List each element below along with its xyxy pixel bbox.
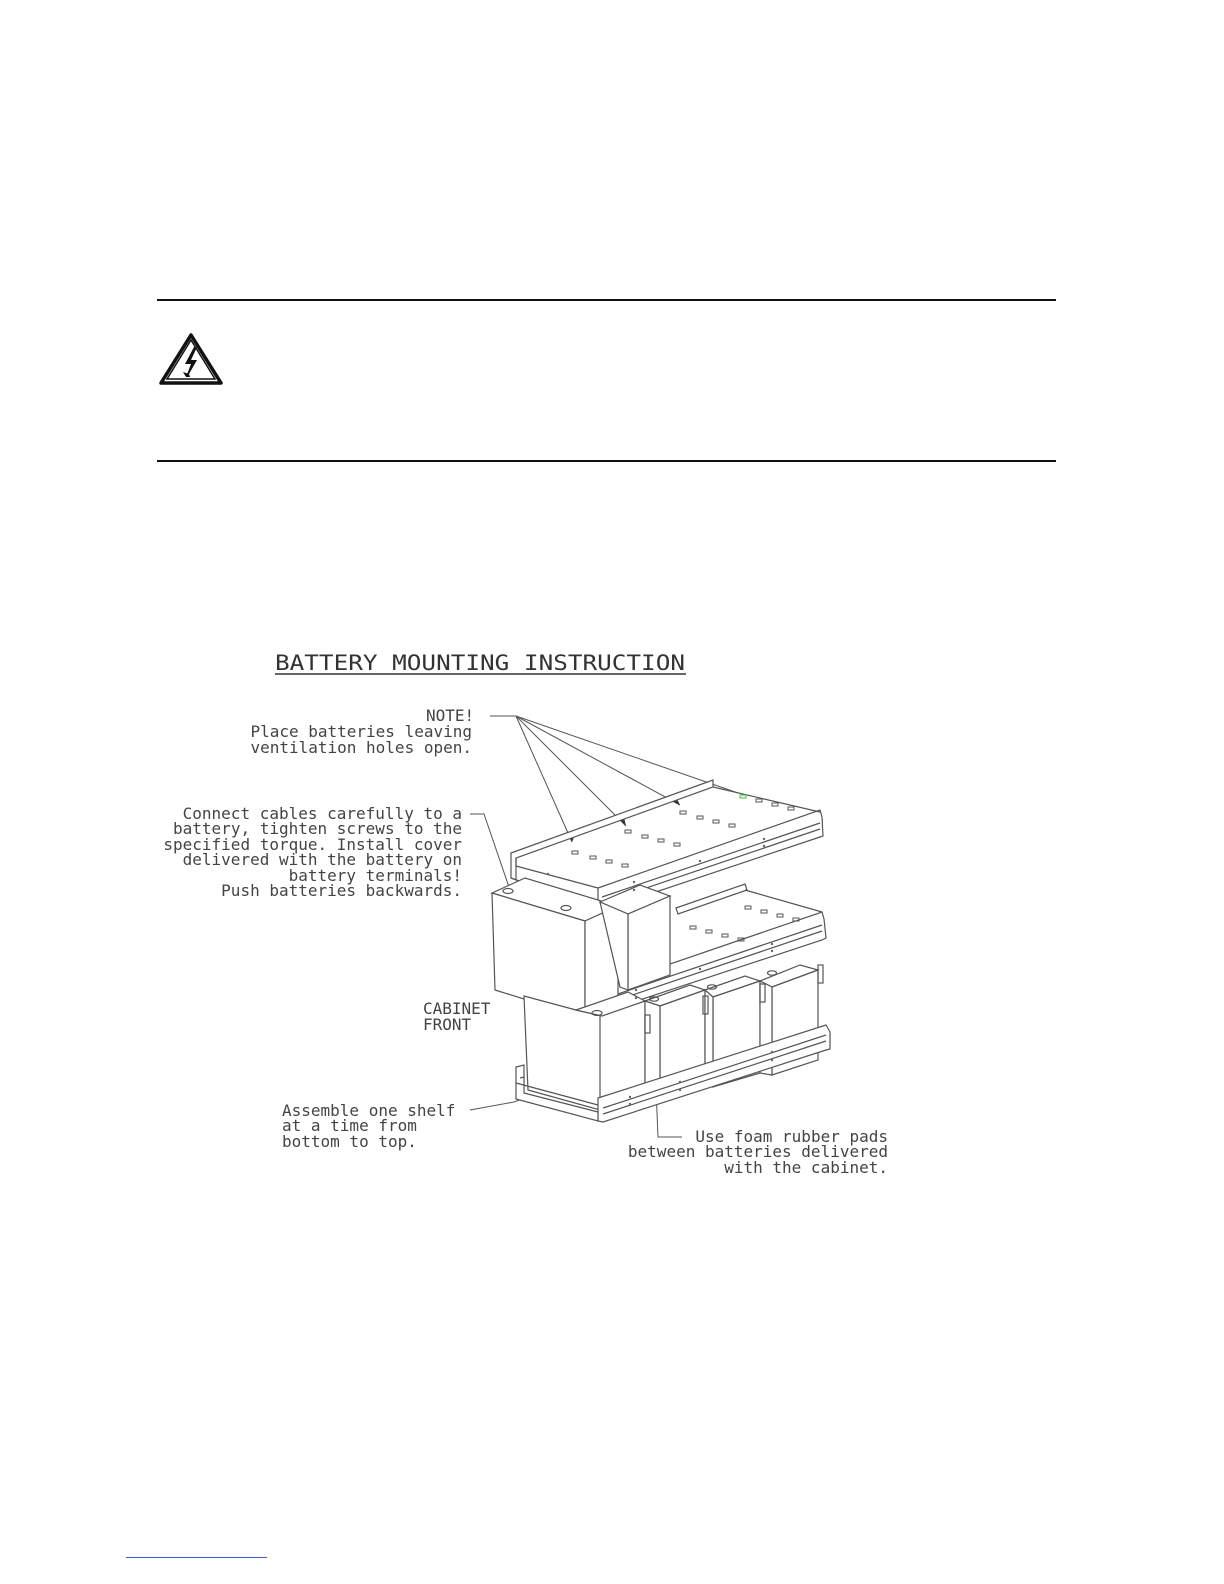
assemble-line-3: bottom to top. [282, 1132, 417, 1151]
connect-line-4: delivered with the battery on [182, 850, 462, 869]
connect-line-5: battery terminals! [288, 866, 462, 885]
cabinet-label-2: FRONT [423, 1015, 472, 1034]
connect-line-2: battery, tighten screws to the [173, 819, 462, 838]
note-line-1: Place batteries leaving [250, 722, 472, 741]
connect-line-1: Connect cables carefully to a [182, 804, 462, 823]
foam-line-3: with the cabinet. [724, 1158, 888, 1177]
foam-line-2: between batteries delivered [627, 1142, 888, 1161]
assemble-line-2: at a time from [282, 1116, 417, 1135]
foam-line-1: Use foam rubber pads [695, 1127, 888, 1146]
assemble-line-1: Assemble one shelf [282, 1101, 456, 1120]
connect-line-6: Push batteries backwards. [221, 881, 462, 900]
cabinet-label-1: CABINET [423, 999, 491, 1018]
note-heading: NOTE! [426, 706, 475, 725]
note-line-2: ventilation holes open. [250, 738, 472, 757]
footnote-separator [126, 1557, 267, 1558]
connect-line-3: specified torque. Install cover [163, 835, 462, 854]
diagram-title: BATTERY MOUNTING INSTRUCTION [275, 651, 685, 675]
